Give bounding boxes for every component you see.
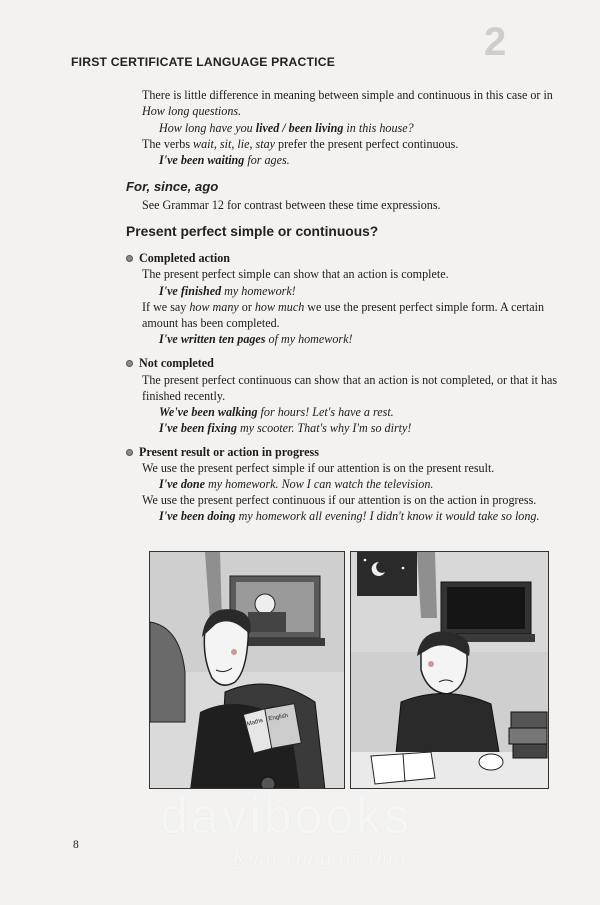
- illustration-panel-in-progress: [350, 551, 549, 789]
- intro-example-1: [159, 120, 414, 136]
- ex-bold: I've finished: [159, 284, 222, 298]
- heading-for-since-ago: For, since, ago: [126, 179, 219, 194]
- text: we use the present perfect simple form. A certain: [304, 300, 545, 314]
- heading-present-perfect: Present perfect simple or continuous?: [126, 224, 379, 239]
- present-result-text-2: We use the present perfect continuous if our attention is on the action in progress.: [142, 493, 537, 507]
- book-label-maths: Maths: [246, 717, 264, 728]
- illustration-in-progress-svg: [351, 552, 549, 789]
- page-number: 8: [73, 839, 79, 851]
- ex-text: for ages.: [244, 153, 290, 167]
- ex-text: of my homework!: [265, 332, 353, 346]
- intro-line-1: There is little difference in meaning between simple and continuous in this case or in: [142, 88, 553, 102]
- completed-example-1: [159, 283, 296, 299]
- intro-line-3: [142, 136, 458, 152]
- intro-line-2: How long questions.: [142, 104, 242, 118]
- ex-text: my homework!: [221, 284, 296, 298]
- ex-bold: I've done: [159, 477, 206, 491]
- ex-text: my homework all evening! I didn't know it would take so long.: [235, 509, 540, 523]
- subheading-completed: Completed action: [139, 251, 231, 265]
- illustration-finished-svg: [150, 552, 345, 789]
- text: or: [238, 300, 255, 314]
- ex-text: my homework. Now I can watch the television.: [205, 477, 434, 491]
- text: prefer the present perfect continuous.: [275, 137, 459, 151]
- subheading-not-completed: Not completed: [139, 356, 214, 370]
- book-label-english: English: [268, 713, 289, 723]
- bleed-through: 2: [484, 20, 507, 64]
- ex-bold: We've been walking: [159, 405, 258, 419]
- not-completed-example-2: [159, 420, 411, 436]
- illustration-panel-finished: [149, 551, 345, 789]
- completed-text-2: [142, 299, 544, 315]
- ex-bold: lived / been living: [255, 121, 344, 135]
- not-completed-example-1: [159, 404, 394, 420]
- ex-text: for hours! Let's have a rest.: [257, 405, 394, 419]
- text: If we say: [142, 300, 190, 314]
- ex-text: How long have you: [159, 121, 256, 135]
- present-result-example-1: [159, 476, 433, 492]
- watermark-slogan: Khát vọng tri thức: [232, 845, 412, 870]
- bullet-icon: [126, 255, 133, 262]
- completed-text-3: amount has been completed.: [142, 316, 280, 330]
- not-completed-text-2: finished recently.: [142, 389, 226, 403]
- ex-bold: I've been fixing: [159, 421, 237, 435]
- ex-bold: I've been doing: [159, 509, 236, 523]
- for-since-ago-text: See Grammar 12 for contrast between these time expressions.: [142, 198, 441, 212]
- present-result-example-2: [159, 508, 539, 524]
- ex-text: in this house?: [343, 121, 414, 135]
- ex-text: my scooter. That's why I'm so dirty!: [236, 421, 412, 435]
- intro-example-2: [159, 152, 290, 168]
- watermark-brand: davibooks: [160, 788, 413, 844]
- text-italic: how many: [189, 300, 239, 314]
- bullet-icon: [126, 360, 133, 367]
- text: The verbs: [142, 137, 194, 151]
- not-completed-text-1: The present perfect continuous can show that an action is not completed, or that it has: [142, 373, 558, 387]
- completed-example-2: [159, 331, 353, 347]
- running-head: FIRST CERTIFICATE LANGUAGE PRACTICE: [71, 55, 336, 69]
- bullet-icon: [126, 449, 133, 456]
- ex-bold: I've written ten pages: [159, 332, 266, 346]
- ex-bold: I've been waiting: [159, 153, 245, 167]
- text-italic: how much: [254, 300, 305, 314]
- completed-text-1: The present perfect simple can show that an action is complete.: [142, 267, 449, 281]
- verbs: wait, sit, lie, stay: [193, 137, 276, 151]
- subheading-present-result: Present result or action in progress: [139, 445, 319, 459]
- present-result-text-1: We use the present perfect simple if our attention is on the present result.: [142, 461, 495, 475]
